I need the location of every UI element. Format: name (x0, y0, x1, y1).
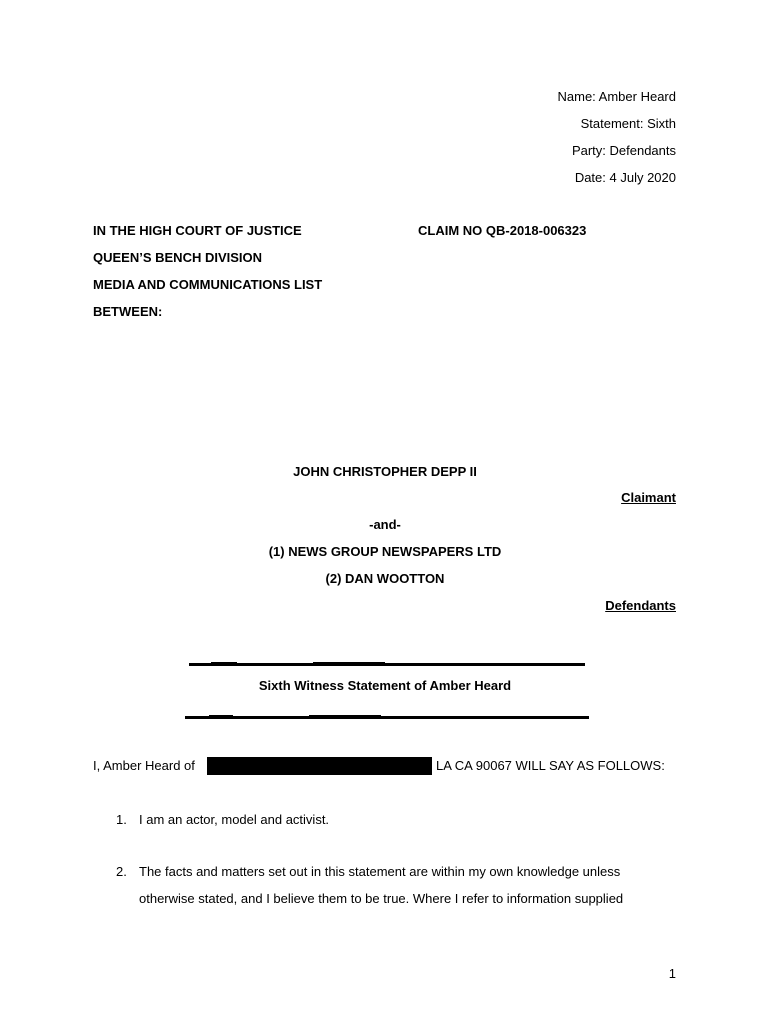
defendant-2: (2) DAN WOOTTON (325, 571, 445, 586)
paragraph-number: 1. (116, 812, 127, 827)
intro-prefix: I, Amber Heard of (93, 758, 195, 773)
claim-number: CLAIM NO QB-2018-006323 (418, 223, 587, 238)
paragraph-number: 2. (116, 864, 127, 879)
claimant-name: JOHN CHRISTOPHER DEPP II (293, 464, 477, 479)
and-separator: -and- (369, 517, 401, 532)
court-name: IN THE HIGH COURT OF JUSTICE (93, 223, 302, 238)
header-name: Name: Amber Heard (557, 89, 676, 104)
page-number: 1 (668, 966, 676, 981)
paragraph-line: The facts and matters set out in this statement are within my own knowledge unless (139, 864, 621, 879)
defendant-1: (1) NEWS GROUP NEWSPAPERS LTD (268, 544, 502, 559)
claimant-label: Claimant (621, 490, 676, 505)
paragraph-line: I am an actor, model and activist. (139, 812, 330, 827)
header-statement: Statement: Sixth (580, 116, 676, 131)
court-division: QUEEN’S BENCH DIVISION (93, 250, 263, 265)
header-date: Date: 4 July 2020 (574, 170, 676, 185)
statement-title: Sixth Witness Statement of Amber Heard (258, 678, 512, 693)
defendants-label: Defendants (605, 598, 676, 613)
title-rule-bottom (185, 716, 589, 719)
between-label: BETWEEN: (93, 304, 163, 319)
intro-suffix: LA CA 90067 WILL SAY AS FOLLOWS: (436, 758, 665, 773)
redaction-block (207, 757, 432, 775)
title-rule-top (189, 663, 585, 666)
header-party: Party: Defendants (571, 143, 676, 158)
court-list: MEDIA AND COMMUNICATIONS LIST (93, 277, 323, 292)
paragraph-line: otherwise stated, and I believe them to be true. Where I refer to information supplied (139, 891, 624, 906)
